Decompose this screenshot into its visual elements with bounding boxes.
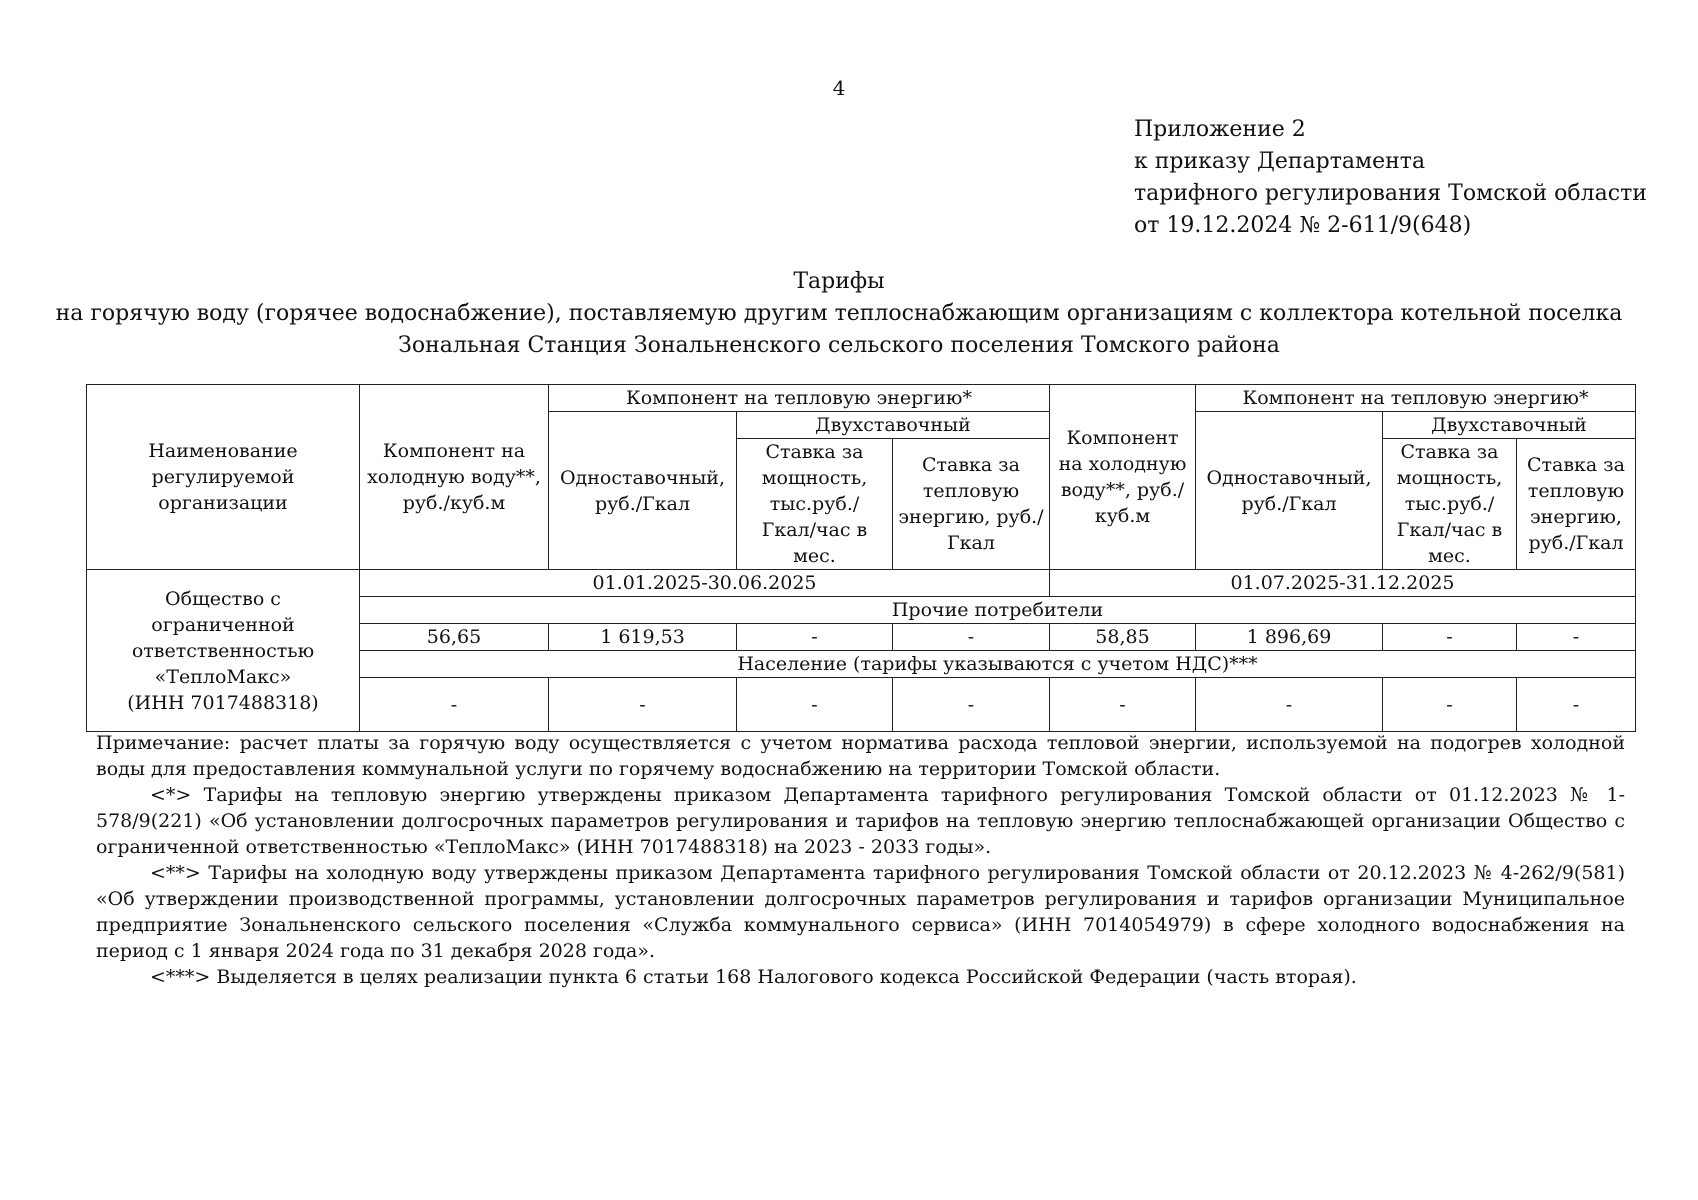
header-energy-rate: Ставка за тепловую энергию, руб./Гкал	[1517, 439, 1636, 570]
value-cell: -	[1383, 678, 1517, 732]
page-number: 4	[832, 76, 846, 100]
appendix-line: Приложение 2	[1134, 117, 1306, 142]
title-line: на горячую воду (горячее водоснабжение), поставляемую другим теплоснабжающим организациям с коллектора котельной поселка	[55, 301, 1623, 326]
value-cell: -	[737, 678, 893, 732]
appendix-line: от 19.12.2024 № 2-611/9(648)	[1134, 213, 1472, 238]
consumer-group-population: Население (тарифы указываются с учетом НДС)***	[360, 651, 1636, 678]
value-cell: -	[1383, 624, 1517, 651]
footnote-heat-tariff: <*> Тарифы на тепловую энергию утверждены приказом Департамента тарифного регулирования Томской области от 01.12.2023 № 1-578/9(221) «Об установлении долгосрочных параметров регулирования и тарифов на тепловую энергию теплоснабжающей организации Общество с ограниченной ответственностью «ТеплоМакс» (ИНН 7017488318) на 2023 - 2033 годы».	[96, 784, 1625, 858]
header-capacity-rate: Ставка за мощность, тыс.руб./ Гкал/час в мес.	[1383, 439, 1517, 570]
value-cell: -	[1517, 624, 1636, 651]
period-cell: 01.01.2025-30.06.2025	[360, 570, 1050, 597]
value-cell: 1 619,53	[549, 624, 737, 651]
header-two-rate: Двухставочный	[737, 412, 1050, 439]
org-name-line: «ТеплоМакс»	[154, 665, 292, 688]
org-name-cell	[87, 570, 360, 732]
header-heat-component: Компонент на тепловую энергию*	[1196, 385, 1636, 412]
value-cell: -	[549, 678, 737, 732]
header-energy-rate: Ставка за тепловую энергию, руб./Гкал	[893, 439, 1050, 570]
value-cell: 58,85	[1050, 624, 1196, 651]
org-name-line: ответственностью	[131, 639, 315, 662]
note-main: Примечание: расчет платы за горячую воду осуществляется с учетом норматива расхода тепловой энергии, используемой на подогрев холодной воды для предоставления коммунальной услуги по горячему водоснабжению на территории Томской области.	[96, 732, 1625, 780]
value-cell: -	[1050, 678, 1196, 732]
consumer-group-other: Прочие потребители	[360, 597, 1636, 624]
document-title	[0, 266, 1678, 362]
appendix-line: тарифного регулирования Томской области	[1134, 181, 1647, 206]
org-name-line: Общество с ограниченной	[151, 587, 295, 636]
value-cell: 1 896,69	[1196, 624, 1383, 651]
value-cell: 56,65	[360, 624, 549, 651]
header-cold-water-component: Компонент на холодную воду**, руб./куб.м	[1050, 385, 1196, 570]
appendix-block	[1134, 114, 1647, 242]
value-cell: -	[893, 624, 1050, 651]
value-cell: -	[1196, 678, 1383, 732]
header-single-rate: Одноставочный, руб./Гкал	[1196, 412, 1383, 570]
footnote-vat: <***> Выделяется в целях реализации пункта 6 статьи 168 Налогового кодекса Российской Федерации (часть вторая).	[150, 966, 1357, 988]
tariff-table	[86, 384, 1636, 732]
value-cell: -	[737, 624, 893, 651]
value-cell: -	[893, 678, 1050, 732]
header-capacity-rate: Ставка за мощность, тыс.руб./ Гкал/час в мес.	[737, 439, 893, 570]
header-two-rate: Двухставочный	[1383, 412, 1636, 439]
title-line: Тарифы	[793, 269, 885, 294]
footnote-cold-water-tariff: <**> Тарифы на холодную воду утверждены приказом Департамента тарифного регулирования Томской области от 20.12.2023 № 4-262/9(581) «Об утверждении производственной программы, установлении долгосрочных параметров регулирования и тарифов организации Муниципальное предприятие Зональненского сельского поселения «Служба коммунального сервиса» (ИНН 7014054979) в сфере холодного водоснабжения на период с 1 января 2024 года по 31 декабря 2028 года».	[96, 862, 1625, 962]
org-name-line: (ИНН 7017488318)	[127, 691, 319, 714]
value-cell: -	[360, 678, 549, 732]
period-cell: 01.07.2025-31.12.2025	[1050, 570, 1636, 597]
appendix-line: к приказу Департамента	[1134, 149, 1426, 174]
header-single-rate: Одноставочный, руб./Гкал	[549, 412, 737, 570]
title-line: Зональная Станция Зональненского сельского поселения Томского района	[398, 333, 1280, 358]
header-heat-component: Компонент на тепловую энергию*	[549, 385, 1050, 412]
notes-block	[96, 730, 1625, 990]
header-cold-water-component: Компонент на холодную воду**, руб./куб.м	[360, 385, 549, 570]
value-cell: -	[1517, 678, 1636, 732]
header-org-name: Наименование регулируемой организации	[87, 385, 360, 570]
